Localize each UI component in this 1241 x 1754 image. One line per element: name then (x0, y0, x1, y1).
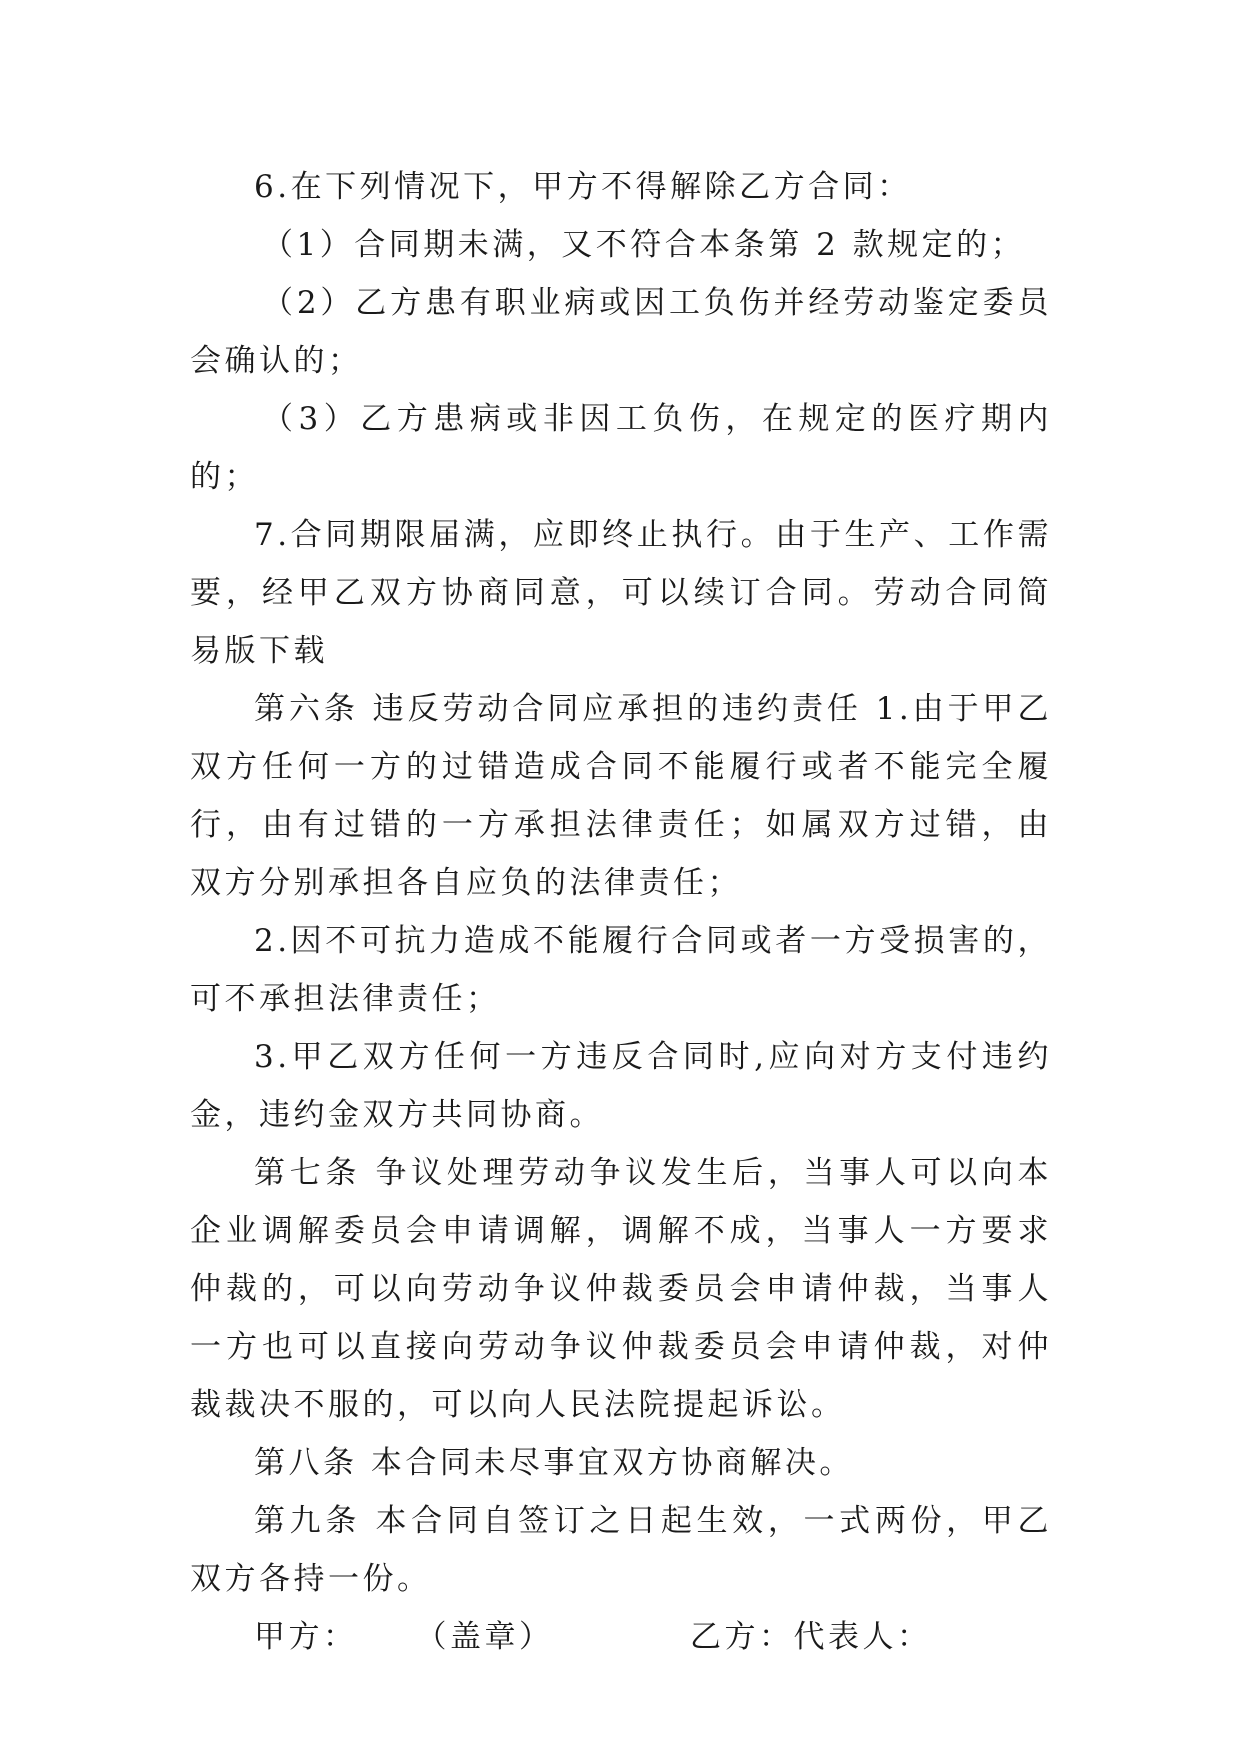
signature-line (190, 1608, 1052, 1666)
document-body (190, 158, 1052, 1666)
party-b-signature: 乙方：代表人： (690, 1619, 932, 1655)
clause-6-item-1: （1）合同期未满，又不符合本条第 2 款规定的； (262, 227, 1026, 263)
clause-6-item-3: （3）乙方患病或非因工负伤，在规定的医疗期内的； (190, 401, 1052, 495)
clause-7: 7.合同期限届满，应即终止执行。由于生产、工作需要，经甲乙双方协商同意，可以续订合同。劳动合同简易版下载 (190, 517, 1052, 669)
article-9: 第九条 本合同自签订之日起生效，一式两份，甲乙双方各持一份。 (190, 1503, 1052, 1597)
party-a-seal: （盖章） (415, 1619, 554, 1655)
article-7-dispute: 第七条 争议处理劳动争议发生后，当事人可以向本企业调解委员会申请调解，调解不成，当事人一方要求仲裁的，可以向劳动争议仲裁委员会申请仲裁，当事人一方也可以直接向劳动争议仲裁委员会申请仲裁，对仲裁裁决不服的，可以向人民法院提起诉讼。 (190, 1155, 1052, 1423)
clause-6: 6.在下列情况下，甲方不得解除乙方合同： (254, 169, 912, 205)
article-6-item-3: 3.甲乙双方任何一方违反合同时,应向对方支付违约金，违约金双方共同协商。 (190, 1039, 1052, 1133)
party-a-label: 甲方： (254, 1619, 358, 1655)
party-a-signature (254, 1608, 554, 1666)
article-6-item-2: 2.因不可抗力造成不能履行合同或者一方受损害的，可不承担法律责任； (190, 923, 1052, 1017)
article-6-breach-liability: 第六条 违反劳动合同应承担的违约责任 1.由于甲乙双方任何一方的过错造成合同不能履行或者不能完全履行，由有过错的一方承担法律责任；如属双方过错，由双方分别承担各自应负的法律责任； (190, 691, 1052, 901)
article-8: 第八条 本合同未尽事宜双方协商解决。 (254, 1445, 854, 1481)
clause-6-item-2: （2）乙方患有职业病或因工负伤并经劳动鉴定委员会确认的； (190, 285, 1052, 379)
